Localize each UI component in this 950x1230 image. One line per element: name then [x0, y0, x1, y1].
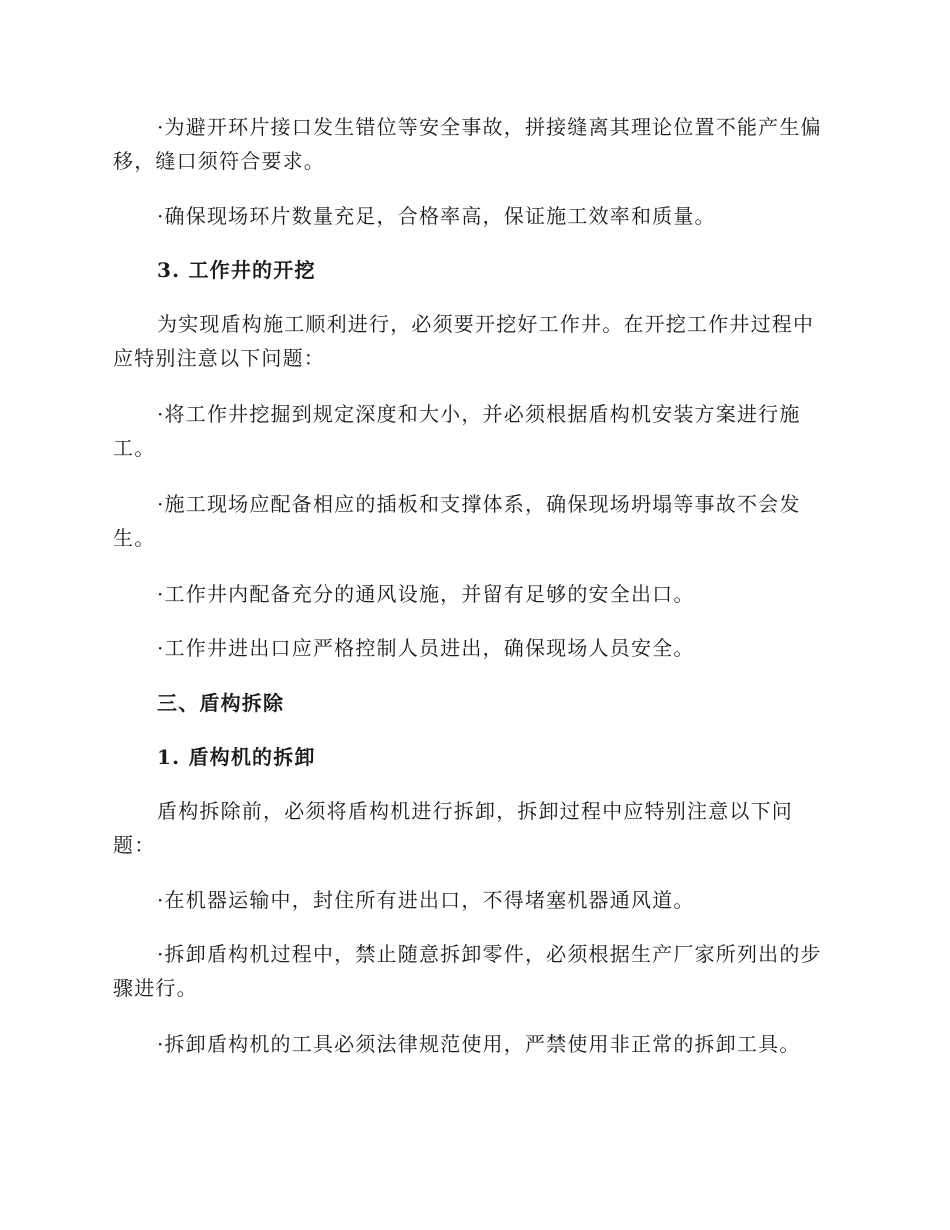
bullet-paragraph: ·拆卸盾构机过程中，禁止随意拆卸零件，必须根据生产厂家所列出的步骤进行。 [113, 942, 822, 1000]
bullet-paragraph: ·确保现场环片数量充足，合格率高，保证施工效率和质量。 [157, 204, 716, 228]
bullet-paragraph: ·工作井进出口应严格控制人员进出，确保现场人员安全。 [157, 636, 695, 660]
bullet-paragraph: ·施工现场应配备相应的插板和支撑体系，确保现场坍塌等事故不会发生。 [113, 492, 801, 550]
body-paragraph: 为实现盾构施工顺利进行，必须要开挖好工作井。在开挖工作井过程中应特别注意以下问题： [113, 312, 815, 370]
bullet-paragraph: ·在机器运输中，封住所有进出口，不得堵塞机器通风道。 [157, 888, 695, 912]
bullet-paragraph: ·拆卸盾构机的工具必须法律规范使用，严禁使用非正常的拆卸工具。 [157, 1032, 801, 1056]
section-heading: 1. 盾构机的拆卸 [157, 745, 316, 769]
bullet-paragraph: ·将工作井挖掘到规定深度和大小，并必须根据盾构机安装方案进行施工。 [113, 402, 801, 460]
body-paragraph: 盾构拆除前，必须将盾构机进行拆卸，拆卸过程中应特别注意以下问题： [113, 799, 793, 857]
section-heading: 3. 工作井的开挖 [157, 258, 316, 282]
bullet-paragraph: ·为避开环片接口发生错位等安全事故，拼接缝离其理论位置不能产生偏移，缝口须符合要求。 [113, 115, 822, 173]
bullet-paragraph: ·工作井内配备充分的通风设施，并留有足够的安全出口。 [157, 582, 695, 606]
chapter-heading: 三、盾构拆除 [157, 691, 285, 715]
